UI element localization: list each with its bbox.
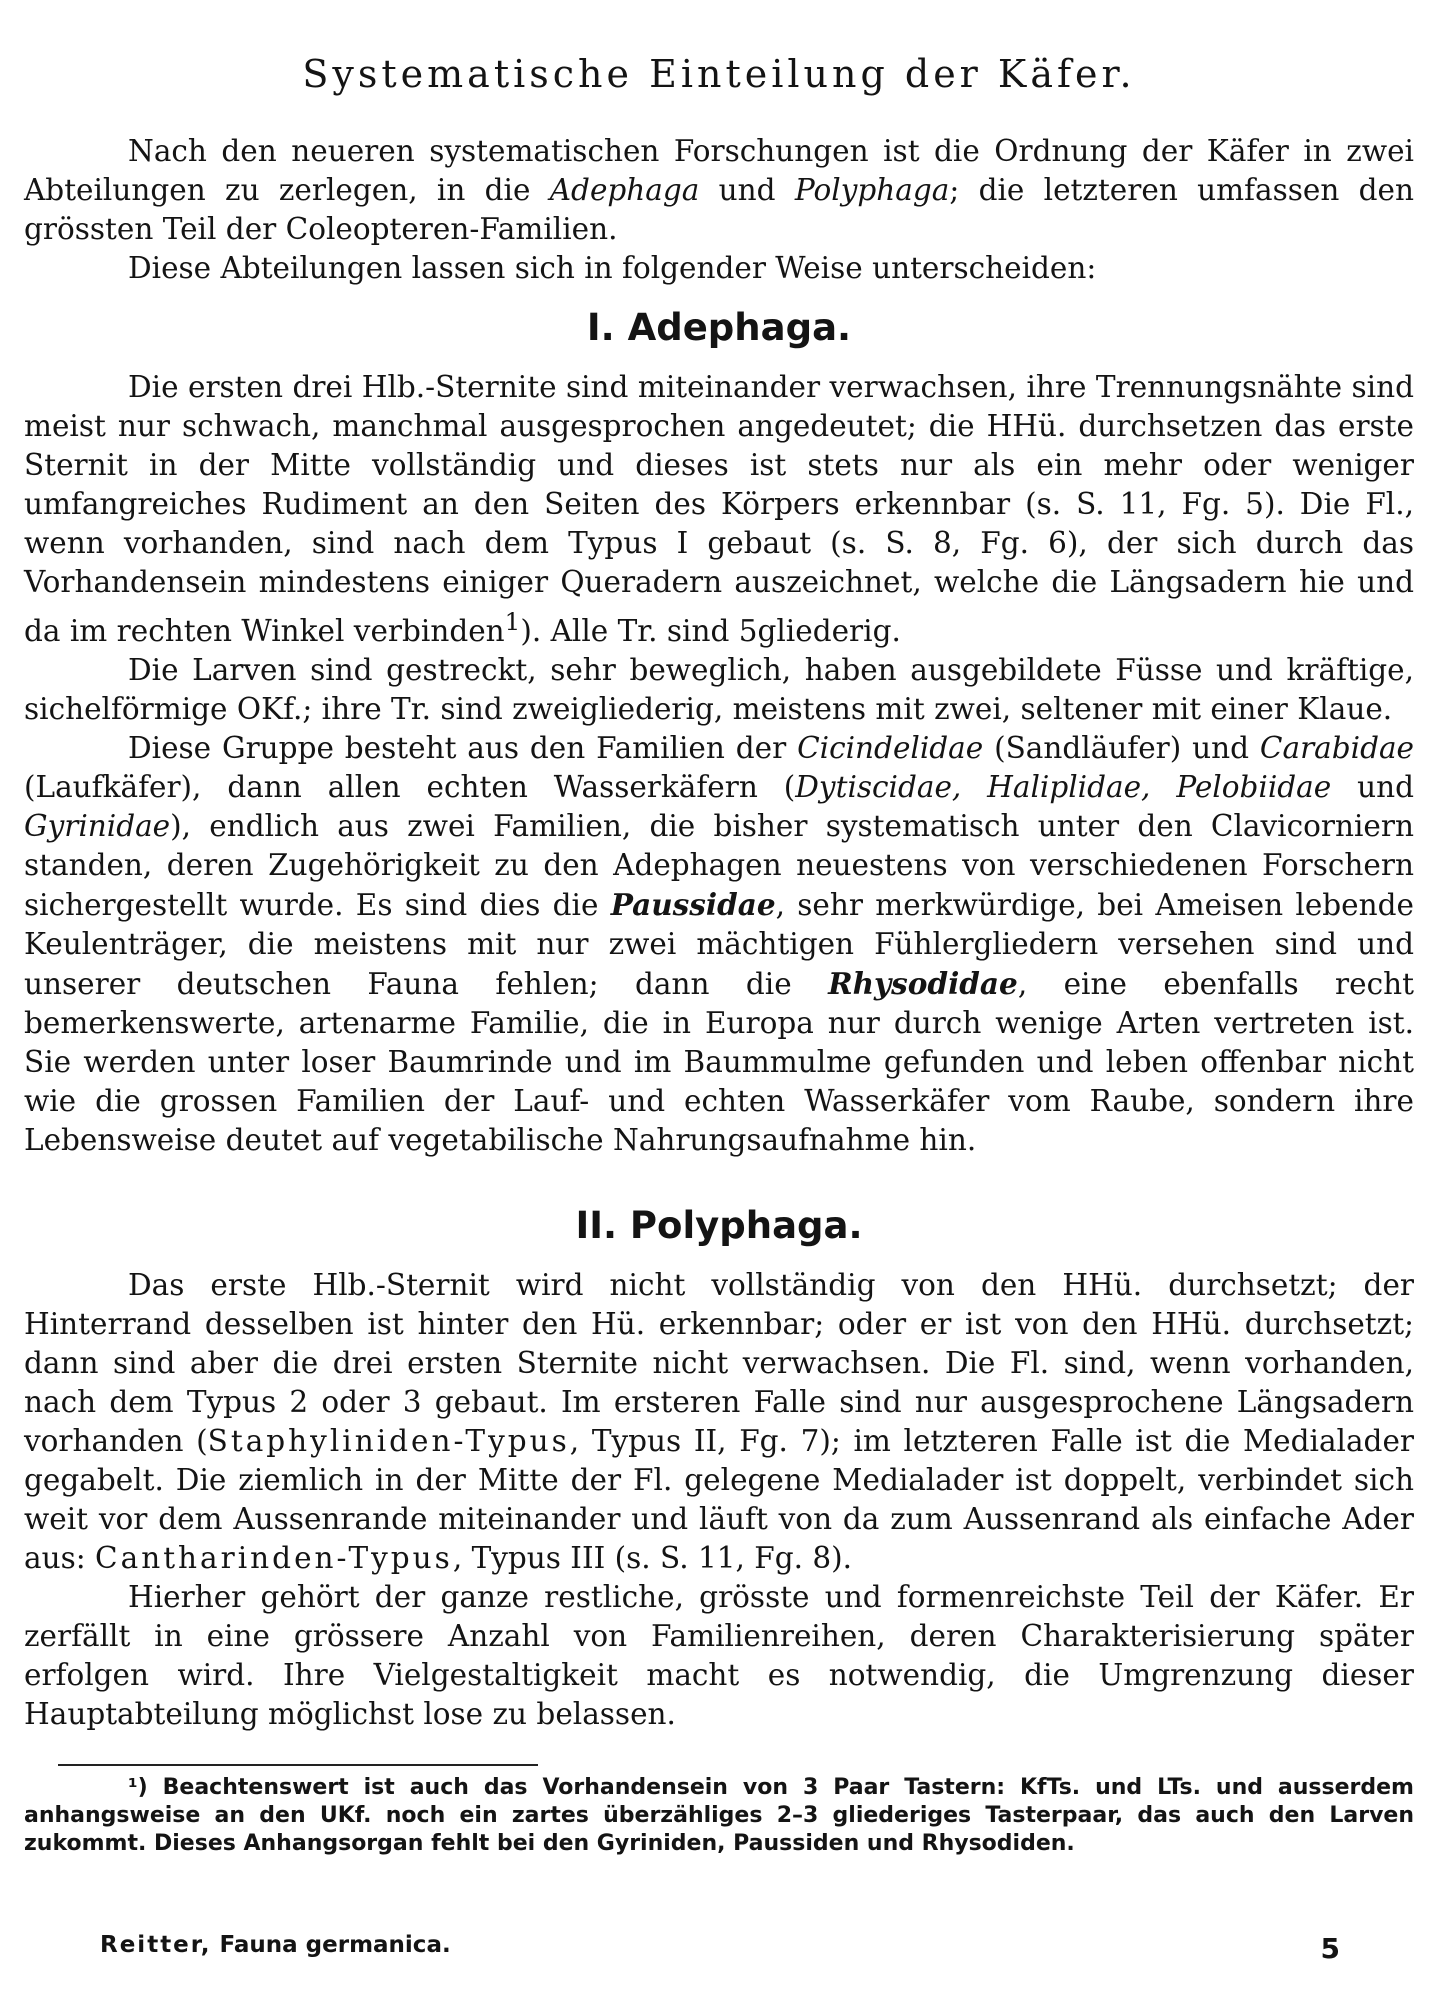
intro-paragraph-2: Diese Abteilungen lassen sich in folgender Weise unterscheiden: xyxy=(128,250,1097,285)
footnote-reference: 1 xyxy=(504,606,521,636)
section-heading-polyphaga: II. Polyphaga. xyxy=(575,1203,863,1247)
footer-work-title: Fauna germanica. xyxy=(219,1932,451,1958)
text-run: , eine ebenfalls recht bemerkenswerte, artenarme Familie, die in Europa nur durch wenige Arten vertreten ist. Sie werden unter loser Baumrinde und im Baummulme gefunden und leben offenbar nicht wie die grossen Familien der Lauf- und echten Wasserkäfer vom Raube, sondern ihre Lebensweise deutet auf vegetabilische Nahrungsaufnahme hin. xyxy=(24,966,1414,1157)
text-run: Diese Gruppe besteht aus den Familien der xyxy=(128,730,798,765)
footnote-text: Beachtenswert ist auch das Vorhandensein von 3 Paar Tastern: KfTs. und LTs. und ausserdem anhangsweise an den UKf. noch ein zartes überzähliges 2–3 gliederiges Tasterpaar, das auch den Larven zukommt. Dieses Anhangsorgan fehlt bei den Gyriniden, Paussiden und Rhysodiden. xyxy=(24,1775,1414,1857)
page-title: Systematische Einteilung der Käfer. xyxy=(302,52,1136,96)
polyphaga-paragraph-1 xyxy=(24,1266,1414,1578)
text-run: ; die letzteren umfassen den grössten Teil der Coleopteren-Familien. xyxy=(24,172,1415,246)
footer-author: Reitter, xyxy=(100,1932,212,1958)
taxon-adephaga: Adephaga xyxy=(549,172,700,207)
page-body xyxy=(24,52,1414,1858)
text-run: Die ersten drei Hlb.-Sternite sind miteinander verwachsen, ihre Trennungsnähte sind meist nur schwach, manchmal ausgesprochen angedeutet; die HHü. durchsetzen das erste Sternit in der Mitte vollständig und dieses ist stets nur als ein mehr oder weniger umfangreiches Rudiment an den Seiten des Körpers erkennbar (s. S. 11, Fg. 5). Die Fl., wenn vorhanden, sind nach dem Typus I gebaut (s. S. 8, Fg. 6), der sich durch das Vorhandensein mindestens einiger Queradern auszeichnet, welche die Längsadern hie und da im rechten Winkel verbinden xyxy=(24,369,1414,648)
text-run: und xyxy=(1331,769,1414,804)
footnote xyxy=(24,1774,1414,1858)
taxon-carabidae: Carabidae xyxy=(1259,730,1415,765)
taxon-cicindelidae: Cicindelidae xyxy=(797,730,984,765)
taxon-water-beetles: Dytiscidae, Haliplidae, Pelobiidae xyxy=(795,769,1332,804)
section-heading-adephaga: I. Adephaga. xyxy=(586,305,852,349)
footnote-divider xyxy=(58,1764,538,1766)
text-run: , Typus III (s. S. 11, Fg. 8). xyxy=(452,1541,853,1576)
adephaga-paragraph-3 xyxy=(24,729,1414,1160)
text-run: ), endlich aus zwei Familien, die bisher systematisch unter den Clavicorniern standen, deren Zugehörigkeit zu den Adephagen neuestens von verschiedenen Forschern sichergestellt wurde. Es sind dies die xyxy=(24,808,1414,922)
text-run: ). Alle Tr. sind 5gliederig. xyxy=(520,613,901,648)
page-footer xyxy=(100,1932,1340,1965)
text-run: (Sandläufer) und xyxy=(983,730,1260,765)
term-cantharinden-typus: Cantharinden-Typus xyxy=(95,1541,453,1576)
text-run: Nach den neueren systematischen Forschungen ist die Ordnung der Käfer in zwei Abteilungen zu zerlegen, in die xyxy=(24,133,1414,207)
footnote-marker: ¹) xyxy=(128,1775,148,1801)
taxon-polyphaga: Polyphaga xyxy=(794,172,950,207)
taxon-gyrinidae: Gyrinidae xyxy=(24,808,171,843)
term-staphyliniden-typus: Staphyliniden-Typus xyxy=(207,1424,570,1459)
text-run: , sehr merkwürdige, bei Ameisen lebende Keulenträger, die meistens mit nur zwei mächtigen Fühlergliedern versehen sind und unserer deutschen Fauna fehlen; dann die xyxy=(24,887,1414,1001)
intro-paragraph-1 xyxy=(24,132,1414,249)
page-number: 5 xyxy=(1320,1932,1340,1965)
taxon-paussidae: Paussidae xyxy=(610,886,776,922)
adephaga-paragraph-1 xyxy=(24,368,1414,651)
text-run: und xyxy=(699,172,795,207)
text-run: Das erste Hlb.-Sternit wird nicht vollständig von den HHü. durchsetzt; der Hinterrand desselben ist hinter den Hü. erkennbar; oder er ist von den HHü. durchsetzt; dann sind aber die drei ersten Sternite nicht verwachsen. Die Fl. sind, wenn vorhanden, nach dem Typus 2 oder 3 gebaut. Im ersteren Falle sind nur ausgesprochene Längsadern vorhanden ( xyxy=(24,1268,1414,1459)
adephaga-paragraph-2: Die Larven sind gestreckt, sehr beweglich, haben ausgebildete Füsse und kräftige, sichelförmige OKf.; ihre Tr. sind zweigliederig, meistens mit zwei, seltener mit einer Klaue. xyxy=(24,652,1414,726)
text-run: , Typus II, Fg. 7); im letzteren Falle ist die Medialader gegabelt. Die ziemlich in der Mitte der Fl. gelegene Medialader ist doppelt, verbindet sich weit vor dem Aussenrande miteinander und läuft von da zum Aussenrand als einfache Ader aus: xyxy=(24,1424,1415,1576)
polyphaga-paragraph-2: Hierher gehört der ganze restliche, grösste und formenreichste Teil der Käfer. Er zerfällt in eine grössere Anzahl von Familienreihen, deren Charakterisierung später erfolgen wird. Ihre Vielgestaltigkeit macht es notwendig, die Umgrenzung dieser Hauptabteilung möglichst lose zu belassen. xyxy=(24,1580,1414,1732)
text-run: (Laufkäfer), dann allen echten Wasserkäfern ( xyxy=(24,769,796,804)
taxon-rhysodidae: Rhysodidae xyxy=(828,965,1018,1001)
